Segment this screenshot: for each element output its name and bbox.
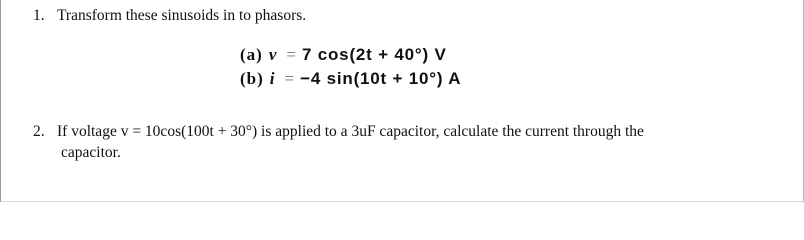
part-a-variable: v <box>268 45 277 64</box>
part-b-equals: = <box>284 69 295 88</box>
question-1-number: 1. <box>33 7 45 24</box>
part-a-expression: 7 cos(2t + 40°) V <box>301 45 447 64</box>
question-1 <box>33 7 306 25</box>
part-b-expression: −4 sin(10t + 10°) A <box>300 69 462 88</box>
question-2 <box>33 123 644 161</box>
part-b-variable: i <box>269 69 275 88</box>
part-a-equals: = <box>286 45 296 64</box>
question-1-part-b <box>240 69 461 89</box>
part-a-label: (a) <box>240 45 263 64</box>
question-1-part-a <box>240 45 447 65</box>
question-2-number: 2. <box>33 123 45 140</box>
question-1-text: Transform these sinusoids in to phasors. <box>57 7 307 24</box>
question-2-line-1: If voltage v = 10cos(100t + 30°) is applied to a 3uF capacitor, calculate the current through the <box>57 123 644 140</box>
question-2-line-2: capacitor. <box>61 144 121 161</box>
part-b-label: (b) <box>240 69 264 88</box>
